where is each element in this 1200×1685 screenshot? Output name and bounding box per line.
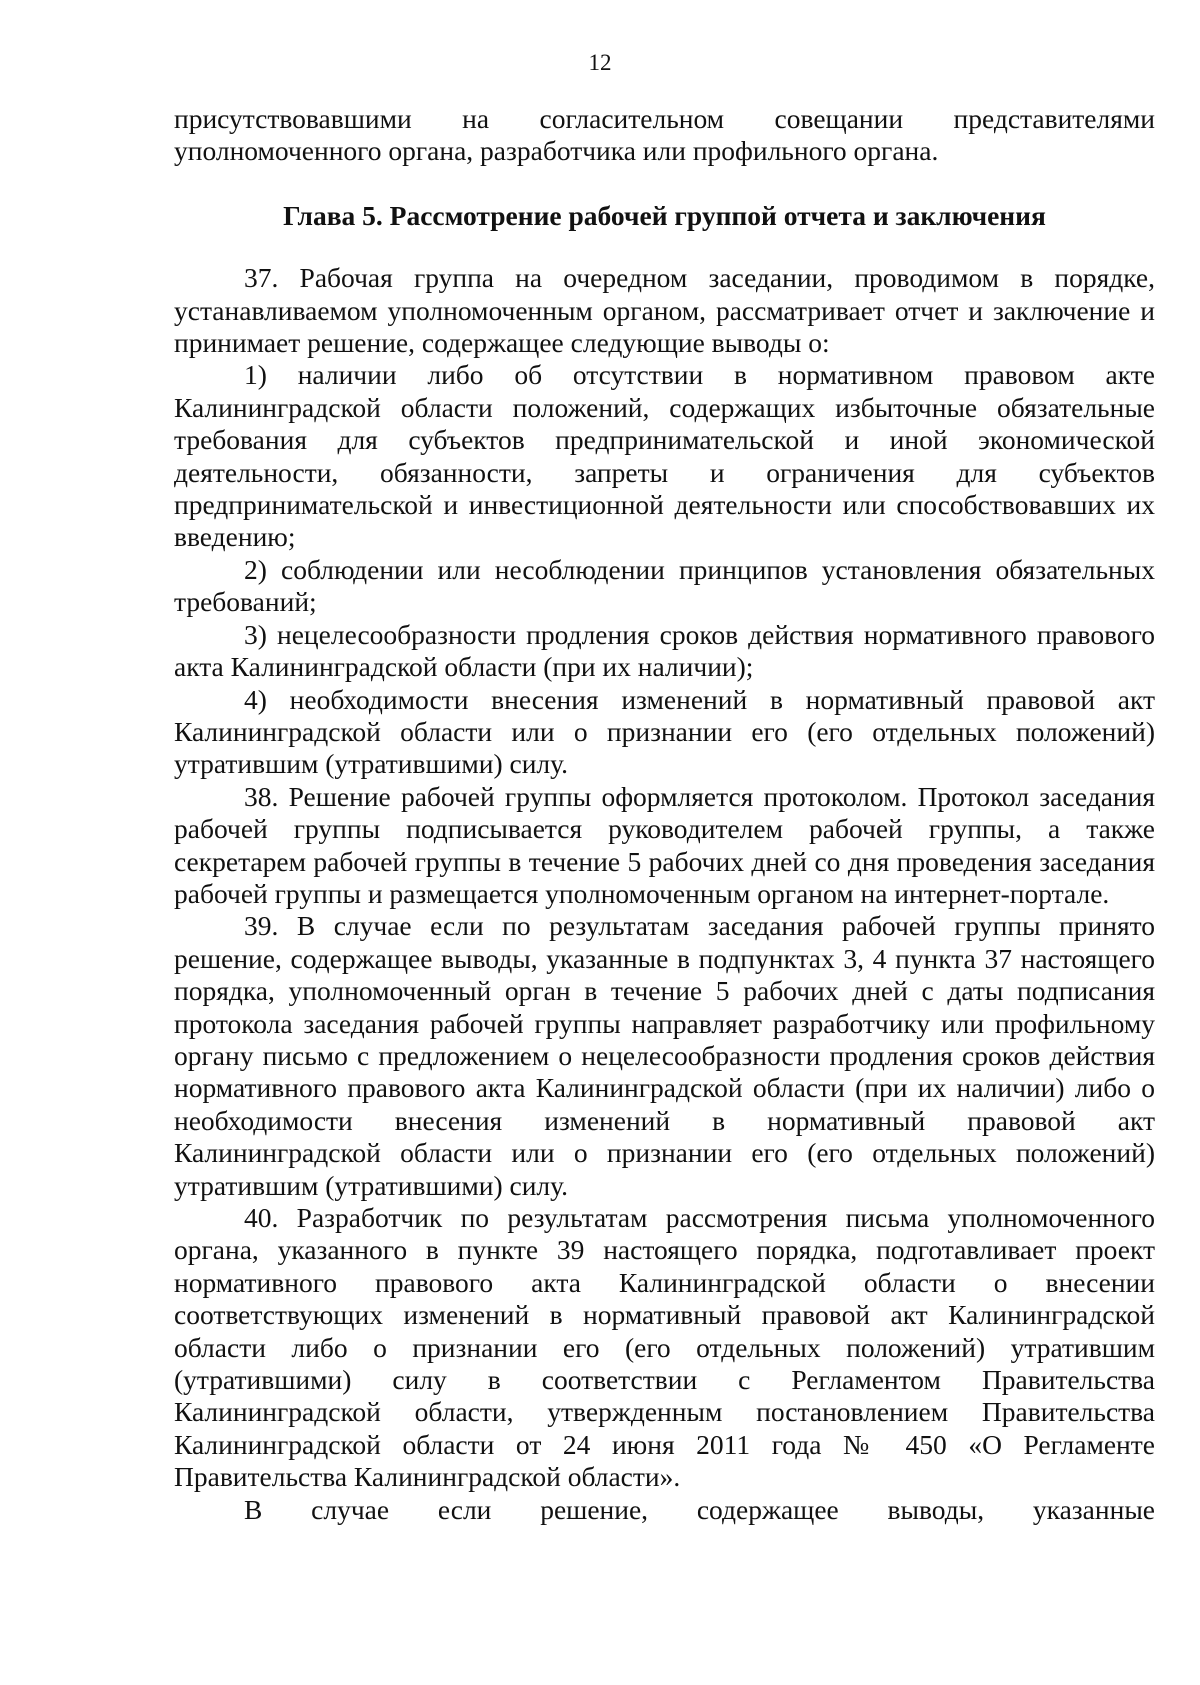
- intro-paragraph: присутствовавшими на согласительном совещании представителями уполномоченного органа, разработчика или профильного органа.: [174, 103, 1155, 167]
- subitem-2: 2) соблюдении или несоблюдении принципов установления обязательных требований;: [174, 553, 1155, 618]
- paragraph-38: 38. Решение рабочей группы оформляется протоколом. Протокол заседания рабочей группы подписывается руководителем рабочей группы, а также секретарем рабочей группы в течение 5 рабочих дней со дня проведения заседания рабочей группы и размещается уполномоченным органом на интернет-портале.: [174, 780, 1155, 909]
- paragraph-40: 40. Разработчик по результатам рассмотрения письма уполномоченного органа, указанного в пункте 39 настоящего порядка, подготавливает проект нормативного правового акта Калининградской области о внесении соответствующих изменений в нормативный правовой акт Калининградской области либо о признании его (его отдельных положений) утратившим (утратившими) силу в соответствии с Регламентом Правительства Калининградской области, утвержденным постановлением Правительства Калининградской области от 24 июня 2011 года № 450 «О Регламенте Правительства Калининградской области».: [174, 1202, 1155, 1493]
- subitem-1: 1) наличии либо об отсутствии в нормативном правовом акте Калининградской области положений, содержащих избыточные обязательные требования для субъектов предпринимательской и иной экономической деятельности, обязанности, запреты и ограничения для субъектов предпринимательской и инвестиционной деятельности или способствовавших их введению;: [174, 359, 1155, 553]
- subitem-3: 3) нецелесообразности продления сроков действия нормативного правового акта Калининградской области (при их наличии);: [174, 618, 1155, 683]
- paragraph-37: 37. Рабочая группа на очередном заседании, проводимом в порядке, устанавливаемом уполномоченным органом, рассматривает отчет и заключение и принимает решение, содержащее следующие выводы о:: [174, 262, 1155, 359]
- chapter-title: Глава 5. Рассмотрение рабочей группой отчета и заключения: [283, 199, 1046, 231]
- paragraph-39: 39. В случае если по результатам заседания рабочей группы принято решение, содержащее выводы, указанные в подпунктах 3, 4 пункта 37 настоящего порядка, уполномоченный орган в течение 5 рабочих дней с даты подписания протокола заседания рабочей группы направляет разработчику или профильному органу письмо с предложением о нецелесообразности продления сроков действия нормативного правового акта Калининградской области (при их наличии) либо о необходимости внесения изменений в нормативный правовой акт Калининградской области или о признании его (его отдельных положений) утратившим (утратившими) силу.: [174, 910, 1155, 1201]
- continuation-paragraph: В случае если решение, содержащее выводы, указанные: [244, 1493, 1155, 1525]
- subitem-4: 4) необходимости внесения изменений в нормативный правовой акт Калининградской области или о признании его (его отдельных положений) утратившим (утратившими) силу.: [174, 683, 1155, 780]
- page-number: 12: [588, 50, 612, 75]
- document-body: [174, 103, 1155, 1526]
